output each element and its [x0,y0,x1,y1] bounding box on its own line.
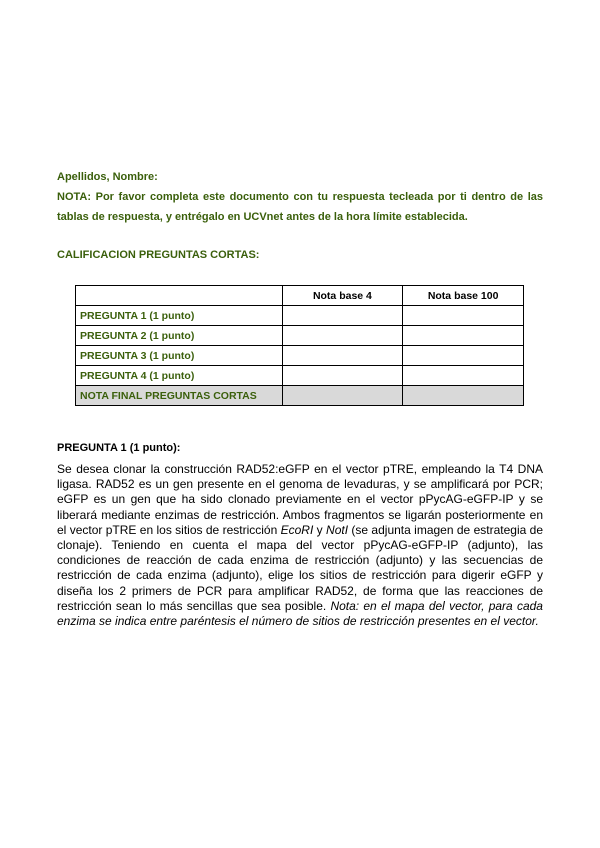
q1-text-c: (se adjunta imagen de estrategia de clonaje). Teniendo en cuenta el mapa del vector pPycAG-eGFP-IP (adjunto), las condiciones de reacción de cada enzima de restricción (adjunto) y las secuencias de restricción de cada enzima (adjunto), elige los sitios de restricción para digerir eGFP y diseña los 2 primers de PCR para amplificar RAD52, de forma que las reacciones de restricción sean lo más sencillas que sea posible. [57,522,543,613]
q1-text-b: y [313,522,327,537]
instructions-note: NOTA: Por favor completa este documento con tu respuesta tecleada por ti dentro de las tablas de respuesta, y entrégalo en UCVnet antes de la hora límite establecida. [57,191,543,223]
score-base100-cell[interactable] [403,306,524,326]
row-label: NOTA FINAL PREGUNTAS CORTAS [76,386,283,406]
row-label: PREGUNTA 3 (1 punto) [76,346,283,366]
enzyme-ecori: EcoRI [280,522,314,537]
row-label: PREGUNTA 4 (1 punto) [76,366,283,386]
q1-note: Nota: en el mapa del vector, para cada enzima se indica entre paréntesis el número de sitios de restricción presentes en el vector. [57,598,543,629]
score-base100-cell[interactable] [403,346,524,366]
grades-title: CALIFICACION PREGUNTAS CORTAS: [57,249,260,261]
score-base100-cell[interactable] [403,366,524,386]
final-base4-cell [282,386,403,406]
row-label: PREGUNTA 1 (1 punto) [76,306,283,326]
header-cell-empty [76,286,283,306]
header-cell-base4: Nota base 4 [282,286,403,306]
enzyme-noti: NotI [326,522,349,537]
table-row [76,366,524,386]
grades-table [75,285,524,406]
table-row [76,346,524,366]
score-base4-cell[interactable] [282,366,403,386]
score-base4-cell[interactable] [282,326,403,346]
score-base4-cell[interactable] [282,306,403,326]
score-base4-cell[interactable] [282,346,403,366]
final-row [76,386,524,406]
final-base100-cell [403,386,524,406]
table-row [76,306,524,326]
grades-header-row [76,286,524,306]
header-cell-base100: Nota base 100 [403,286,524,306]
question-1-title: PREGUNTA 1 (1 punto): [57,442,181,454]
name-label: Apellidos, Nombre: [57,171,158,183]
q1-text-a: Se desea clonar la construcción RAD52:eGFP en el vector pTRE, empleando la T4 DNA ligasa. RAD52 es un gen presente en el genoma de levaduras, y se amplificará por PCR; eGFP es un gen que ha sido clonado previamente en el vector pPycAG-eGFP-IP y se liberará mediante enzimas de restricción. Ambos fragmentos se ligarán posteriormente en el vector pTRE en los sitios de restricción [57,462,543,537]
score-base100-cell[interactable] [403,326,524,346]
row-label: PREGUNTA 2 (1 punto) [76,326,283,346]
table-row [76,326,524,346]
question-1-text [57,462,543,629]
